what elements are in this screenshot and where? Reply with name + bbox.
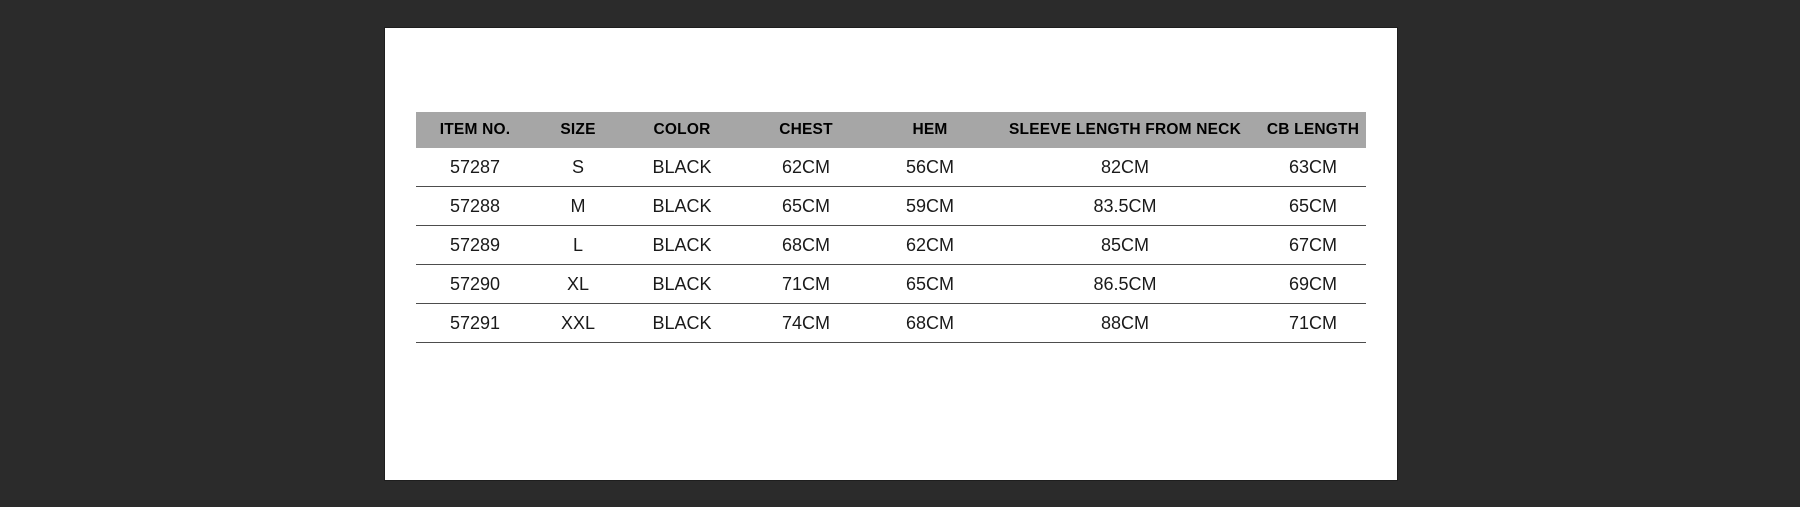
size-chart-container [416, 112, 1366, 343]
cell-sleeve-length: 83.5CM [990, 187, 1260, 226]
column-header-size: SIZE [534, 112, 622, 148]
cell-sleeve-length: 88CM [990, 304, 1260, 343]
cell-color: BLACK [622, 187, 742, 226]
cell-item-no: 57290 [416, 265, 534, 304]
cell-chest: 68CM [742, 226, 870, 265]
table-row [416, 148, 1366, 187]
cell-color: BLACK [622, 265, 742, 304]
cell-chest: 71CM [742, 265, 870, 304]
column-header-hem: HEM [870, 112, 990, 148]
cell-color: BLACK [622, 226, 742, 265]
cell-cb-length: 71CM [1260, 304, 1366, 343]
cell-chest: 74CM [742, 304, 870, 343]
cell-item-no: 57288 [416, 187, 534, 226]
cell-size: L [534, 226, 622, 265]
cell-hem: 62CM [870, 226, 990, 265]
table-header [416, 112, 1366, 148]
cell-size: XL [534, 265, 622, 304]
table-body [416, 148, 1366, 343]
cell-size: M [534, 187, 622, 226]
cell-item-no: 57287 [416, 148, 534, 187]
cell-size: S [534, 148, 622, 187]
cell-sleeve-length: 86.5CM [990, 265, 1260, 304]
cell-color: BLACK [622, 304, 742, 343]
cell-hem: 59CM [870, 187, 990, 226]
table-row [416, 226, 1366, 265]
column-header-chest: CHEST [742, 112, 870, 148]
cell-color: BLACK [622, 148, 742, 187]
cell-hem: 65CM [870, 265, 990, 304]
cell-cb-length: 63CM [1260, 148, 1366, 187]
table-row [416, 265, 1366, 304]
cell-item-no: 57291 [416, 304, 534, 343]
table-row [416, 187, 1366, 226]
cell-hem: 68CM [870, 304, 990, 343]
cell-size: XXL [534, 304, 622, 343]
column-header-cb-length: CB LENGTH [1260, 112, 1366, 148]
cell-cb-length: 69CM [1260, 265, 1366, 304]
cell-item-no: 57289 [416, 226, 534, 265]
table-row [416, 304, 1366, 343]
cell-sleeve-length: 82CM [990, 148, 1260, 187]
cell-cb-length: 67CM [1260, 226, 1366, 265]
size-chart-table [416, 112, 1366, 343]
column-header-sleeve-length-from-neck: SLEEVE LENGTH FROM NECK [990, 112, 1260, 148]
document-page [385, 28, 1397, 480]
cell-chest: 65CM [742, 187, 870, 226]
cell-sleeve-length: 85CM [990, 226, 1260, 265]
column-header-color: COLOR [622, 112, 742, 148]
column-header-item-no: ITEM NO. [416, 112, 534, 148]
table-header-row [416, 112, 1366, 148]
cell-cb-length: 65CM [1260, 187, 1366, 226]
cell-hem: 56CM [870, 148, 990, 187]
cell-chest: 62CM [742, 148, 870, 187]
